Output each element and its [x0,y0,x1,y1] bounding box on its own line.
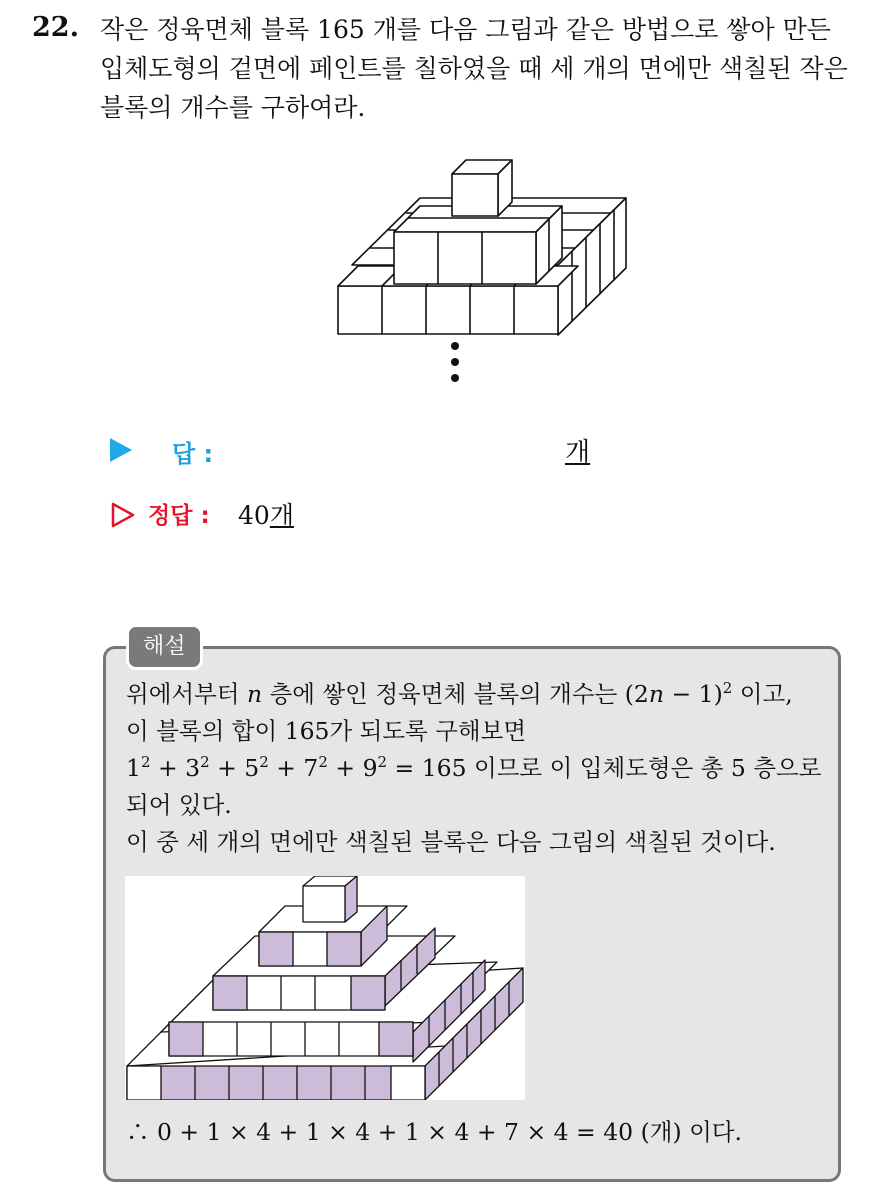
question-line: 입체도형의 겉면에 페인트를 칠하였을 때 세 개의 면에만 색칠된 작은 [100,54,848,83]
question-line: 블록의 개수를 구하여라. [100,93,366,122]
pyramid-figure [330,150,630,340]
text-part: 이고, [732,680,793,708]
solution-line-5: 이 중 세 개의 면에만 색칠된 블록은 다음 그림의 색칠된 것이다. [126,828,776,856]
solution-tag: 해설 [126,624,203,670]
exponent: 2 [377,753,388,772]
exponent: 2 [140,753,151,772]
solution-line-4: 되어 있다. [126,791,232,819]
colored-pyramid-figure [125,876,525,1100]
exponent: 2 [722,679,733,698]
exponent: 2 [200,753,210,772]
play-arrow-icon [110,438,132,462]
term: 9 [362,754,378,782]
variable: n [648,680,665,708]
text-part: − 1) [664,680,723,708]
correct-answer-row [110,494,410,534]
exponent: 2 [259,753,269,772]
variable: n [246,680,263,708]
text-part: 층에 쌓인 정육면체 블록의 개수는 (2 [262,680,649,708]
question-number: 22. [32,12,79,43]
term: 5 [244,754,260,782]
correct-number: 40 [238,501,270,530]
question-line: 작은 정육면체 블록 165 개를 다음 그림과 같은 방법으로 쌓아 만든 [100,15,831,44]
continuation-dots [451,342,459,390]
term: 3 [185,754,201,782]
outline-arrow-icon [110,502,136,528]
exponent: 2 [318,753,328,772]
correct-answer-value [238,496,294,532]
question-text [100,10,870,127]
solution-conclusion: ∴ 0 + 1 × 4 + 1 × 4 + 1 × 4 + 7 × 4 = 40 (개) 이다. [126,1118,742,1146]
correct-answer-label: 정답 : [148,503,210,529]
correct-unit: 개 [269,501,294,530]
solution-line-2: 이 블록의 합이 165가 되도록 구해보면 [126,717,527,745]
answer-row [110,432,591,472]
text-part: = 165 이므로 이 입체도형은 총 5 층으로 [387,754,822,782]
term: 1 [126,754,141,782]
solution-text [126,676,836,861]
term: 7 [303,754,319,782]
text-part: 위에서부터 [126,680,247,708]
solution-line-1 [126,676,836,713]
answer-unit: 개 [565,438,591,468]
answer-label: 답 : [172,440,214,468]
solution-line-3: $1^2 + 3^2 + 5^2 + 7^2 + 9^2 = 165$ 이므로 이 입체도형은 총 5 층으로 [126,753,822,782]
